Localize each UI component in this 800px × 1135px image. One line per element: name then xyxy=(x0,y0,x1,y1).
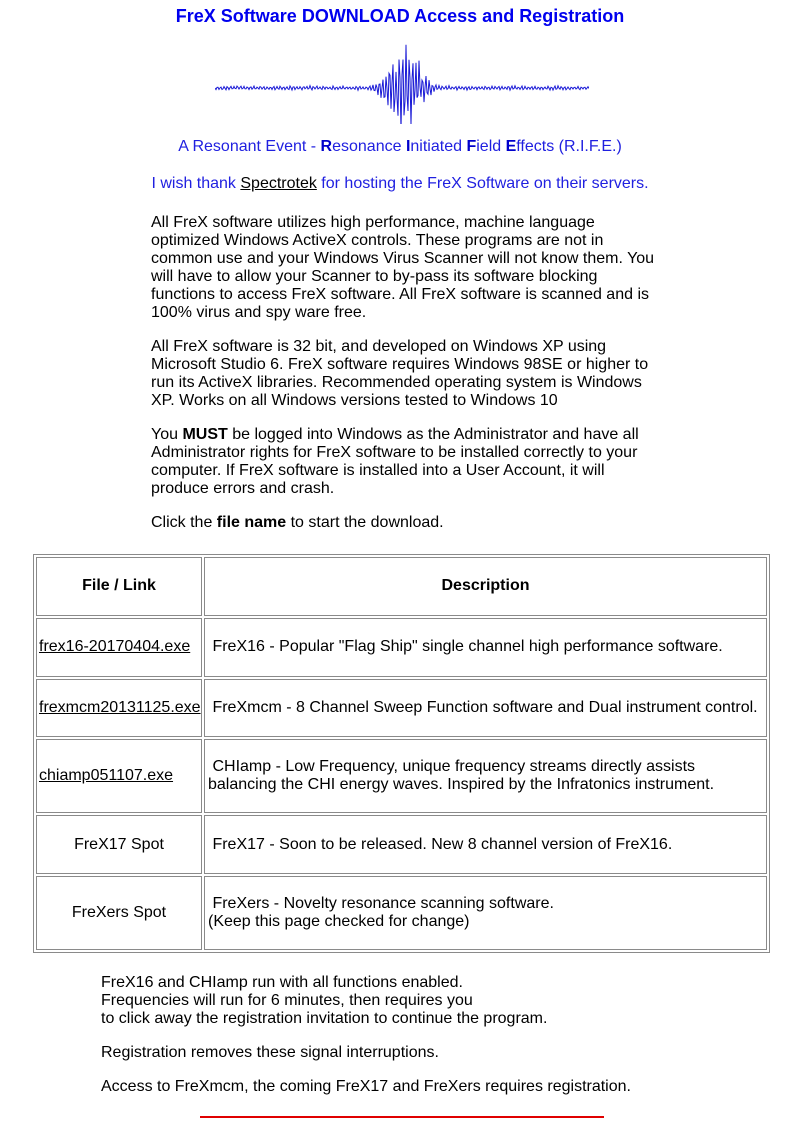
header-file-link: File / Link xyxy=(36,557,202,616)
admin-suffix: be logged into Windows as the Administrator and have all Administrator rights for FreX software to be installed correctly to your computer. If FreX software is installed into a User Account, it will produce errors and crash. xyxy=(151,426,639,497)
description-cell xyxy=(204,618,767,677)
table-row xyxy=(36,618,767,677)
header-description: Description xyxy=(204,557,767,616)
waveform-icon xyxy=(215,44,589,124)
subtitle xyxy=(0,138,800,156)
file-cell xyxy=(36,618,202,677)
thanks-line xyxy=(0,175,800,193)
description-cell xyxy=(204,815,767,874)
paragraph-activex: All FreX software utilizes high performance, machine language optimized Windows ActiveX controls. These programs are not in common use and your Windows Virus Scanner will not know them. You will have to allow your Scanner to by-pass its software blocking functions to access FreX software. All FreX software is scanned and is 100% virus and spy ware free. xyxy=(151,214,655,321)
description-line: FreX16 - Popular "Flag Ship" single channel high performance software. xyxy=(212,638,723,656)
paragraph-system-requirements: All FreX software is 32 bit, and developed on Windows XP using Microsoft Studio 6. FreX software requires Windows 98SE or higher to run its ActiveX libraries. Recommended operating system is Windows XP. Works on all Windows versions tested to Windows 10 xyxy=(151,338,649,409)
frexers-spot-label: FreXers Spot xyxy=(71,904,167,921)
frexmcm-download-link[interactable]: frexmcm20131125.exe xyxy=(39,698,201,716)
downloads-table xyxy=(33,554,770,953)
subtitle-prefix: A Resonant Event - xyxy=(178,138,321,155)
subtitle-letter-f: F xyxy=(466,138,477,155)
description-line: FreXmcm - 8 Channel Sweep Function software and Dual instrument control. xyxy=(212,698,758,716)
file-cell xyxy=(36,876,202,950)
description-line: CHIamp - Low Frequency, unique frequency streams directly assists xyxy=(212,758,696,776)
footer-registration-note: Registration removes these signal interruptions. xyxy=(101,1044,439,1061)
footer-line: FreX16 and CHIamp run with all functions enabled. xyxy=(101,974,463,991)
thanks-prefix: I wish thank xyxy=(151,175,241,192)
file-cell xyxy=(36,679,202,738)
description-line: FreX17 - Soon to be released. New 8 channel version of FreX16. xyxy=(212,835,673,853)
subtitle-word-i: nitiated xyxy=(410,138,467,155)
admin-prefix: You xyxy=(151,426,183,443)
footer-line: to click away the registration invitation to continue the program. xyxy=(101,1010,548,1027)
subtitle-letter-r: R xyxy=(320,138,333,155)
frex17-spot-label: FreX17 Spot xyxy=(74,835,164,853)
admin-must: MUST xyxy=(182,426,228,443)
description-line-2: balancing the CHI energy waves. Inspired by the Infratonics instrument. xyxy=(208,776,715,794)
spectrotek-link[interactable]: Spectrotek xyxy=(240,175,317,192)
subtitle-word-e: ffects (R.I.F.E.) xyxy=(516,138,622,155)
description-line: FreXers - Novelty resonance scanning software. xyxy=(212,895,554,912)
footer-functions-note xyxy=(101,974,701,1028)
subtitle-word-f: ield xyxy=(476,138,506,155)
description-cell xyxy=(204,679,767,738)
red-divider xyxy=(200,1116,604,1118)
table-row xyxy=(36,815,767,874)
table-row xyxy=(36,679,767,738)
file-cell xyxy=(36,815,202,874)
table-header-row xyxy=(36,557,767,616)
paragraph-administrator xyxy=(151,426,661,498)
subtitle-letter-e: E xyxy=(505,138,517,155)
footer-access-note: Access to FreXmcm, the coming FreX17 and FreXers requires registration. xyxy=(101,1078,631,1095)
click-suffix: to start the download. xyxy=(286,514,444,531)
footer-line: Frequencies will run for 6 minutes, then requires you xyxy=(101,992,473,1009)
thanks-suffix: for hosting the FreX Software on their servers. xyxy=(316,175,649,192)
paragraph-click-instruction xyxy=(151,514,661,532)
table-row xyxy=(36,876,767,950)
frex16-download-link[interactable]: frex16-20170404.exe xyxy=(39,638,191,656)
chiamp-download-link[interactable]: chiamp051107.exe xyxy=(39,767,174,785)
page-title: FreX Software DOWNLOAD Access and Registration xyxy=(175,6,625,26)
click-prefix: Click the xyxy=(151,514,217,531)
description-line-2: (Keep this page checked for change) xyxy=(208,913,470,930)
description-cell xyxy=(204,739,767,813)
subtitle-word-r: esonance xyxy=(332,138,406,155)
subtitle-letter-i: I xyxy=(405,138,411,155)
description-cell xyxy=(204,876,767,950)
file-cell xyxy=(36,739,202,813)
click-file-name: file name xyxy=(216,514,287,531)
table-row xyxy=(36,739,767,813)
